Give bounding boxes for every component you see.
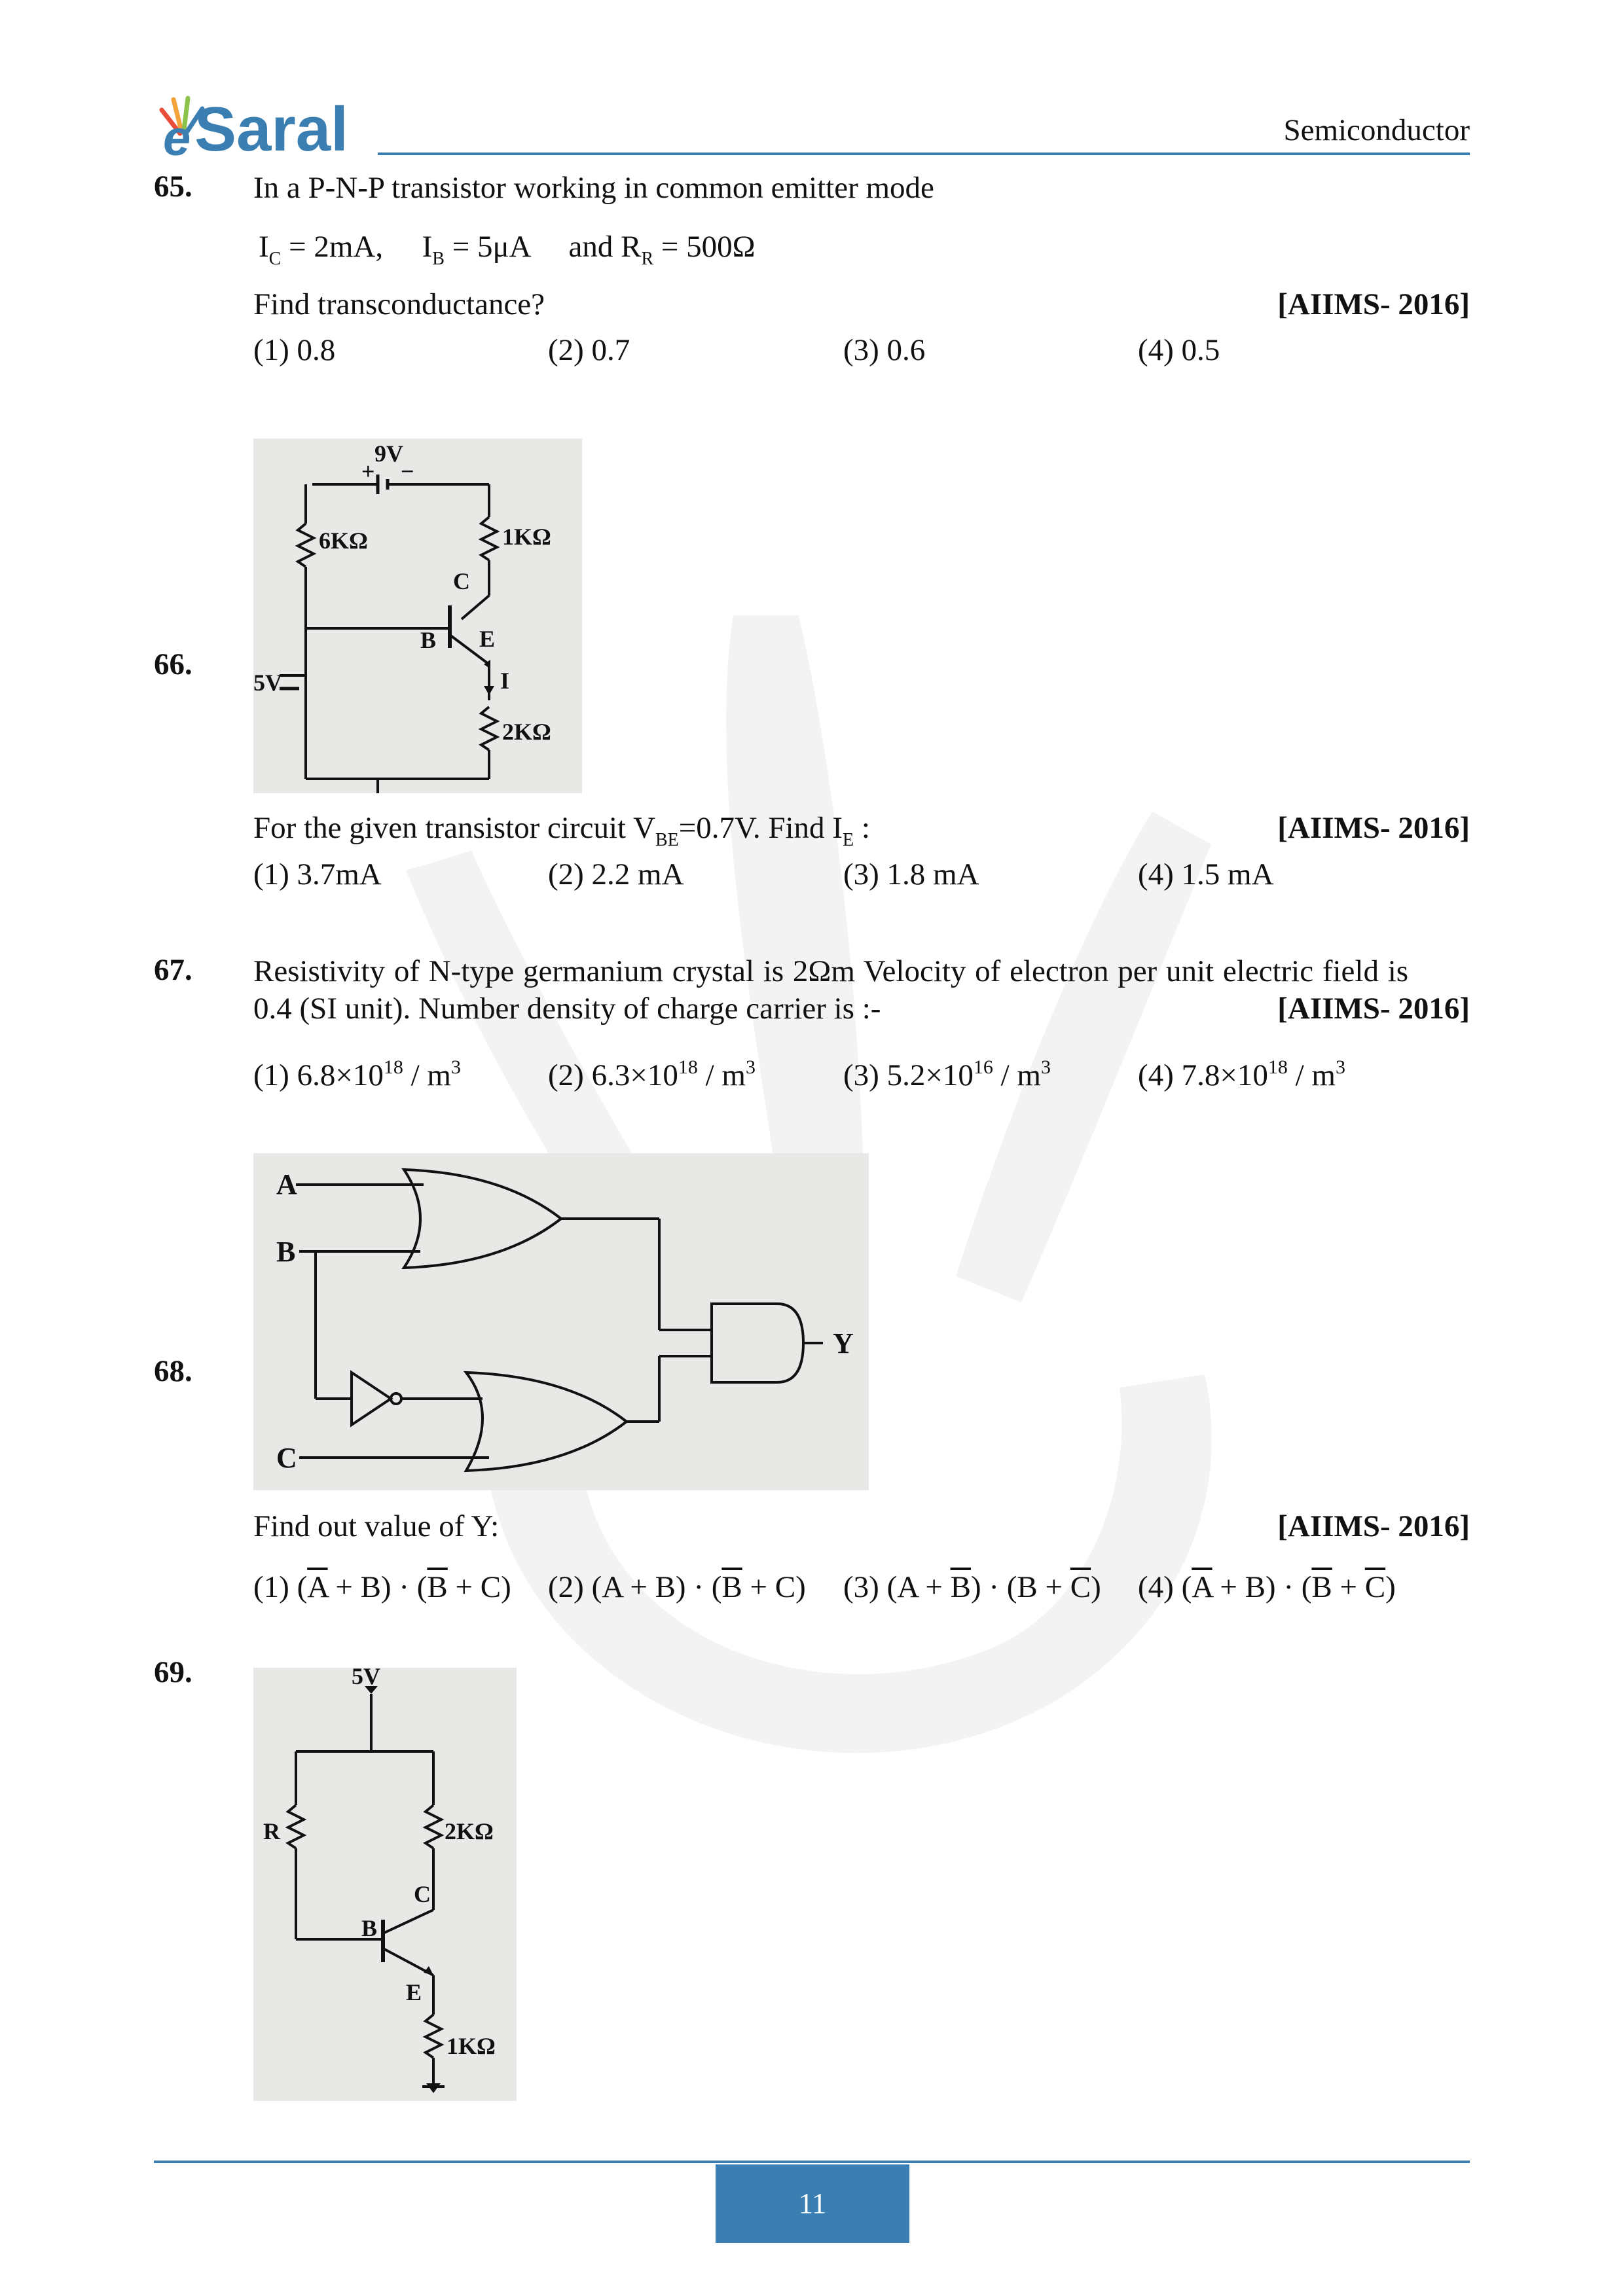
question-ask: Find transconductance?	[253, 287, 545, 321]
svg-text:+: +	[361, 458, 375, 484]
input-c-label: C	[276, 1442, 297, 1474]
label-1k: 1KΩ	[502, 524, 551, 550]
exam-tag: [AIIMS- 2016]	[1277, 992, 1470, 1026]
question-text-line-2: 0.4 (SI unit). Number density of charge carrier is :-	[253, 992, 881, 1026]
option-4: (4) $7.8\times 10^{18} / m^3$	[1138, 1056, 1345, 1092]
label-2k: 2KΩ	[445, 1818, 494, 1844]
logic-diagram	[253, 1153, 869, 1490]
option-3: (3) $5.2\times 10^{16} / m^3$	[843, 1056, 1051, 1092]
given-values: $I_C = 2mA$, $I_B = 5\mu A$ and $R_R = 500\Omega$	[259, 230, 756, 269]
output-y-label: Y	[833, 1327, 854, 1359]
exam-tag: [AIIMS- 2016]	[1277, 287, 1470, 321]
label-e: E	[406, 1979, 422, 2005]
label-b: B	[420, 627, 437, 653]
circuit-diagram	[253, 1668, 517, 2101]
label-b: B	[361, 1915, 378, 1941]
option-1: (1) $(\overline{A} + B) \cdot (\overline{B} + C)$	[253, 1570, 511, 1604]
option-3: (3) 0.6	[843, 333, 926, 367]
label-2k: 2KΩ	[502, 719, 551, 745]
question-number: 69.	[154, 1655, 192, 1689]
option-2: (2) 0.7	[548, 333, 630, 367]
header-rule	[378, 152, 1470, 155]
label-1k: 1KΩ	[447, 2033, 496, 2059]
question-number: 68.	[154, 1354, 192, 1388]
question-number: 65.	[154, 170, 192, 204]
input-a-label: A	[276, 1168, 297, 1200]
option-3: (3) 1.8 mA	[843, 857, 979, 891]
option-4: (4) $(\overline{A} + B) \cdot (\overline{B} + \overline{C})$	[1138, 1570, 1396, 1604]
input-b-label: B	[276, 1236, 296, 1268]
option-1: (1) $6.8\times 10^{18} / m^3$	[253, 1056, 461, 1092]
question-text-line-1: Resistivity of N-type germanium crystal is 2Ωm Velocity of electron per unit electric field is	[253, 954, 1409, 988]
label-c: C	[453, 568, 470, 594]
option-1: (1) 0.8	[253, 333, 336, 367]
logo-text: Saral	[194, 94, 348, 164]
logic-gate-figure	[253, 1153, 869, 1490]
label-5v: 5V	[253, 670, 282, 696]
label-5v: 5V	[352, 1668, 380, 1689]
label-9v: 9V	[374, 440, 403, 467]
option-4: (4) 0.5	[1138, 333, 1220, 367]
transistor-circuit-figure	[253, 439, 582, 793]
option-2: (2) $6.3\times 10^{18} / m^3$	[548, 1056, 756, 1092]
exam-tag: [AIIMS- 2016]	[1277, 1509, 1470, 1543]
label-6k: 6KΩ	[319, 528, 368, 554]
question-number: 67.	[154, 953, 192, 987]
label-ie: I	[500, 668, 510, 694]
logo-prefix: e	[163, 111, 191, 166]
subject-title: Semiconductor	[1283, 113, 1470, 147]
question-ask: Find out value of Y:	[253, 1509, 500, 1543]
transistor-bias-figure	[253, 1668, 517, 2101]
page-number: 11	[716, 2164, 909, 2243]
exam-tag: [AIIMS- 2016]	[1277, 811, 1470, 845]
svg-text:−: −	[401, 458, 414, 484]
footer-rule	[154, 2161, 1470, 2163]
question-text: In a P-N-P transistor working in common emitter mode	[253, 171, 934, 205]
option-4: (4) 1.5 mA	[1138, 857, 1274, 891]
label-c: C	[414, 1881, 431, 1907]
circuit-diagram	[253, 439, 582, 793]
label-e: E	[479, 626, 496, 652]
option-1: (1) 3.7mA	[253, 857, 382, 891]
question-ask: For the given transistor circuit $V_{BE}=0.7V$. Find $I_E$ :	[253, 811, 870, 850]
option-3: (3) $(A + \overline{B}) \cdot (B + \overline{C})$	[843, 1570, 1101, 1604]
option-2: (2) $(A + B) \cdot (\overline{B} + C)$	[548, 1570, 806, 1604]
option-2: (2) 2.2 mA	[548, 857, 684, 891]
label-r: R	[263, 1818, 280, 1844]
question-number: 66.	[154, 647, 192, 681]
